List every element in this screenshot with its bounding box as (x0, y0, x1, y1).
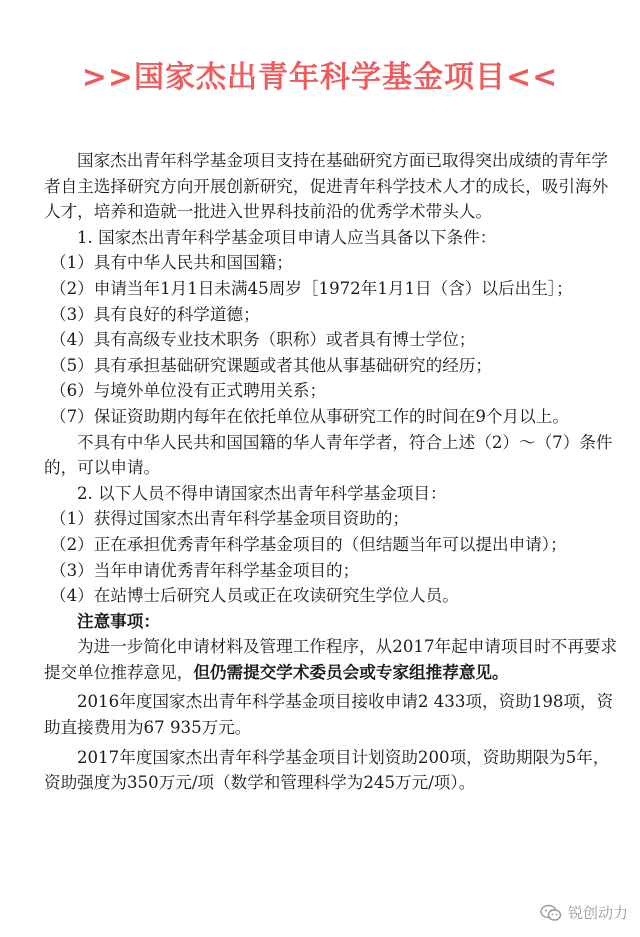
notice-text-plain: 为进一步简化申请材料及管理工作程序，从2017年起申请项目时不再要求提交单位推荐意见， (44, 637, 618, 682)
section1-item-1: （1）具有中华人民共和国国籍； (50, 253, 293, 273)
section1-heading: 1. 国家杰出青年科学基金项目申请人应当具备以下条件： (77, 227, 497, 247)
watermark-text: 锐创动力 (567, 904, 628, 922)
section1-item-3: （3）具有良好的科学道德； (50, 304, 260, 324)
section1-item-4: （4）具有高级专业技术职务（职称）或者具有博士学位； (50, 330, 476, 350)
notice-paragraph (44, 634, 619, 685)
page-title: >>国家杰出青年科学基金项目<< (81, 60, 559, 95)
stats-2016: 2016年度国家杰出青年科学基金项目接收申请2 433项，资助198项，资助直接费用为67 935万元。 (44, 692, 614, 738)
section2-item-3: （3）当年申请优秀青年科学基金项目的； (50, 560, 360, 580)
section1-item-7: （7）保证资助期内每年在依托单位从事研究工作的时间在9个月以上。 (50, 406, 569, 426)
document-body (44, 148, 619, 796)
stats-2017: 2017年度国家杰出青年科学基金项目计划资助200项，资助期限为5年，资助强度为350万元/项（数学和管理科学为245万元/项）。 (44, 747, 610, 793)
intro-paragraph: 国家杰出青年科学基金项目支持在基础研究方面已取得突出成绩的青年学者自主选择研究方向开展创新研究，促进青年科学技术人才的成长，吸引海外人才，培养和造就一批进入世界科技前沿的优秀学术带头人。 (44, 151, 609, 222)
section1-note: 不具有中华人民共和国国籍的华人青年学者，符合上述（2）～（7）条件的，可以申请。 (44, 432, 613, 478)
notice-heading: 注意事项： (77, 611, 160, 631)
wechat-icon (540, 904, 562, 922)
section1-item-2: （2）申请当年1月1日未满45周岁［1972年1月1日（含）以后出生］； (50, 278, 573, 298)
watermark (540, 902, 628, 923)
section1-item-6: （6）与境外单位没有正式聘用关系； (50, 381, 327, 401)
section1-item-5: （5）具有承担基础研究课题或者其他从事基础研究的经历； (50, 355, 492, 375)
section2-item-2: （2）正在承担优秀青年科学基金项目的（但结题当年可以提出申请）； (50, 534, 567, 554)
section2-item-4: （4）在站博士后研究人员或正在攻读研究生学位人员。 (50, 586, 459, 606)
section2-item-1: （1）获得过国家杰出青年科学基金项目资助的； (50, 509, 410, 529)
notice-text-bold: 但仍需提交学术委员会或专家组推荐意见。 (193, 662, 509, 682)
section2-heading: 2. 以下人员不得申请国家杰出青年科学基金项目： (77, 483, 447, 503)
